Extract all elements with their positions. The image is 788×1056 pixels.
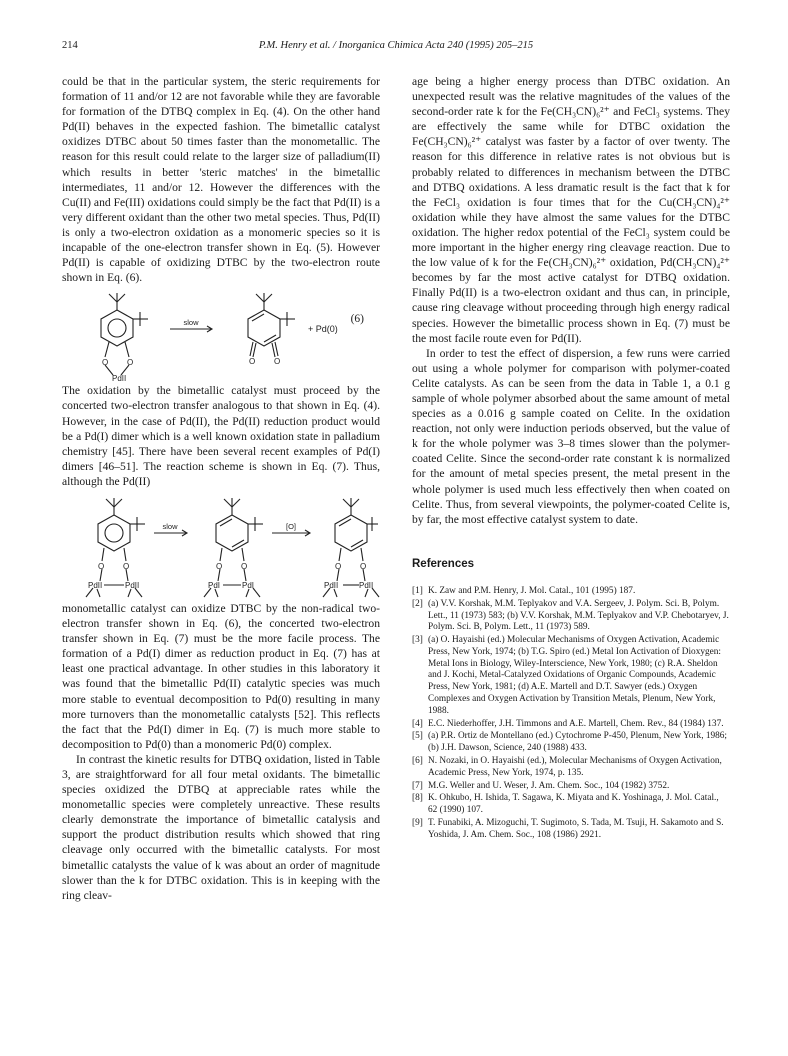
svg-text:O: O bbox=[360, 561, 367, 571]
eq6-pd-label: PdII bbox=[112, 374, 127, 384]
reference-item: [1] K. Zaw and P.M. Henry, J. Mol. Catal., 101 (1995) 187. bbox=[412, 585, 636, 596]
svg-text:O: O bbox=[216, 561, 223, 571]
eq7-metal-2a: PdI bbox=[208, 580, 221, 590]
left-paragraph-3: monometallic catalyst can oxidize DTBC by the non-radical two-electron transfer shown in Eq. (6), the concerted two-electron transfer shown in Eq. (7) must be the more facile process. The formation of a Pd(I) dimer as reduction product in Eq. (7) has at least one practical advantage. In other studies in this laboratory it was found that the bimetallic Pd(II) catalytic species was much more stable to eventual decomposition to Pd(0) resulting in many more turnovers than the monometallic catalysts [52]. This reflects the fact that the Pd(I) dimer in Eq. (7) is much more stable to decomposition to Pd(0) than a monomeric Pd(0) complex. bbox=[62, 601, 380, 751]
equation-6-scheme bbox=[62, 285, 380, 383]
eq7-metal-1a: PdII bbox=[88, 580, 103, 590]
left-paragraph-2: The oxidation by the bimetallic catalyst must proceed by the concerted two-electron transfer analogous to that shown in Eq. (4). However, in the case of Pd(II), the Pd(II) reduction product would be a Pd(I) dimer which is a well known oxidation state in palladium chemistry [45]. There have been several recent examples of Pd(I) dimers [46–51]. The reaction scheme is shown in Eq. (7). Thus, although the Pd(II) bbox=[62, 384, 380, 488]
svg-text:O: O bbox=[102, 358, 109, 368]
svg-text:O: O bbox=[241, 561, 248, 571]
eq7-metal-2b: PdI bbox=[242, 580, 255, 590]
reference-item: [2] (a) V.V. Korshak, M.M. Teplyakov and V.A. Sergeev, J. Polym. Sci. B, Polym. Lett., 11 (1973) 583; (b) V.V. Korshak, M.M. Teplyakov and V.P. Chebotaryev, J. Polym. Sci. B, Polym. Lett., 11 (1973) 589. bbox=[412, 598, 729, 633]
reference-item: [3] (a) O. Hayaishi (ed.) Molecular Mechanisms of Oxygen Activation, Academic Press, New York, 1974; (b) T.G. Spiro (ed.) Metal Ion Activation of Dioxygen: Metal Ions in Biology, Wiley-Interscience, New York, 1980; (c) R.A. Sheldon and J. Kochi, Metal-Catalyzed Oxidations of Organic Compounds, Academic Press, New York, 1981; (d) A.E. Martell and D.T. Sawyer (eds.) Oxygen Complexes and Oxygen Activation by Transition Metals, Plenum, New York, 1988. bbox=[412, 635, 721, 716]
eq7-arrow-2-label: [O] bbox=[285, 521, 297, 531]
eq6-arrow-label: slow bbox=[183, 318, 199, 328]
svg-text:O: O bbox=[335, 561, 342, 571]
right-paragraph-1: age being a higher energy process than DTBC oxidation. An unexpected result was the relative magnitudes of the values of the second-order rate k for the Fe(CH₃CN)₆²⁺ and FeCl₃ systems. They are effectively the same while for DTBC oxidation the Fe(CH₃CN)₆²⁺ catalyst was faster by a factor of over twenty. The reason for this difference in relative rates is not obvious but is probably related to differences in mechanism between the DTBC and DTBQ oxidations. A less dramatic result is the fact that k for the FeCl₃ oxidation is four times that for the Cu(CH₃CN)₄²⁺ oxidation while they have almost the same values for the DTBC oxidation. The higher redox potential of the FeCl₃ system could be more important in the higher energy ring cleavage reaction. Due to the low value of k for the Fe(CH₃CN)₆²⁺ oxidation, Pd(CH₃CN)₄²⁺ becomes by far the most active catalyst for DTBQ oxidation. Finally Pd(II) is a two-electron oxidant and thus can, in principle, cause ring cleavage without proceeding through high energy radical species. However the bimetallic process shown in Eq. (7) must be the most facile route even for Pd(II). bbox=[412, 75, 730, 345]
eq6-byproduct: + Pd(0) bbox=[308, 324, 338, 335]
left-column bbox=[62, 74, 380, 903]
reference-item: [4] E.C. Niederhoffer, J.H. Timmons and A.E. Martell, Chem. Rev., 84 (1984) 137. bbox=[412, 718, 724, 729]
svg-text:O: O bbox=[123, 561, 130, 571]
page-number: 214 bbox=[62, 40, 78, 51]
left-paragraph-4: In contrast the kinetic results for DTBQ oxidation, listed in Table 3, are straightforward for all four metal oxidants. The bimetallic species oxidized the DTBQ at appreciable rates while the monometallic species were completely unreactive. These results clearly demonstrate the importance of bimetallic catalysis and support the product distribution results which showed that ring cleavage only occurred with the bimetallic catalysts. For most bimetallic catalysts the value of k was about an order of magnitude slower than the k for DTBC oxidation. This is in keeping with the ring cleav- bbox=[62, 752, 380, 902]
running-title: P.M. Henry et al. / Inorganica Chimica Acta 240 (1995) 205–215 bbox=[258, 40, 534, 51]
svg-text:O: O bbox=[274, 357, 281, 367]
eq7-arrow-1-label: slow bbox=[162, 521, 178, 531]
svg-text:O: O bbox=[127, 358, 134, 368]
reference-item: [8] K. Ohkubo, H. Ishida, T. Sagawa, K. Miyata and K. Yoshinaga, J. Mol. Catal., 62 (1990) 107. bbox=[412, 793, 719, 816]
references-heading: References bbox=[412, 557, 475, 570]
right-column bbox=[412, 74, 730, 843]
eq6-number: (6) bbox=[350, 313, 364, 326]
eq7-metal-3a: PdII bbox=[324, 580, 339, 590]
reference-item: [6] N. Nozaki, in O. Hayaishi (ed.), Molecular Mechanisms of Oxygen Activation, Academic Press, New York, 1974, p. 135. bbox=[412, 756, 722, 778]
eq7-metal-1b: PdII bbox=[125, 580, 140, 590]
references-list bbox=[412, 586, 730, 842]
svg-text:O: O bbox=[98, 561, 105, 571]
svg-text:O: O bbox=[249, 357, 256, 367]
running-header bbox=[62, 40, 730, 54]
eq7-metal-3b: PdII bbox=[359, 580, 374, 590]
reference-item: [5] (a) P.R. Ortiz de Montellano (ed.) Cytochrome P-450, Plenum, New York, 1986; (b) J.H. Dawson, Science, 240 (1988) 433. bbox=[412, 731, 728, 754]
right-paragraph-2: In order to test the effect of dispersion, a few runs were carried out using a whole polymer for comparison with polymer-coated Celite catalysts. As can be seen from the data in Table 1, a 0.1 g sample of whole polymer absorbed about the same amount of metal species as a 0.016 g sample coated on Celite. In the oxidation reaction, not only were induction periods observed, but the value of k for the whole polymer was 3–8 times slower than the polymer-coated Celite. Since the second-order rate constant k is normalized for the amount of metal species present, the metal present in the whole polymer is used much less effectively then when coated on Celite. Thus, from several viewpoints, the polymer-coated Celite is, by far, the most effective catalyst system to date. bbox=[412, 346, 730, 526]
reference-item: [9] T. Funabiki, A. Mizoguchi, T. Sugimoto, S. Tada, M. Tsuji, H. Sakamoto and S. Yoshida, J. Am. Chem. Soc., 108 (1986) 2921. bbox=[412, 818, 724, 840]
reference-item: [7] M.G. Weller and U. Weser, J. Am. Chem. Soc., 104 (1982) 3752. bbox=[412, 780, 670, 791]
left-paragraph-1: could be that in the particular system, the steric requirements for formation of 11 and/or 12 are not favorable while they are favorable for formation of the DTBQ complex in Eq. (4). On the other hand Pd(II) behaves in the expected fashion. The bimetallic catalyst oxidizes DTBC about 50 times faster than the monometallic. The reason for this result could relate to the larger size of palladium(II) which results in better 'steric matches' in the bimetallic intermediates, 11 and/or 12. However the differences with the Cu(II) and Fe(III) oxidations could simply be the fact that Pd(II) is a very different oxidant than the other two metal species. Thus, Pd(II) is only a two-electron oxidation as a monomeric species so it is incapable of the one-electron transfer shown in Eq. (5). However Pd(II) is capable of oxidizing DTBC by the two-electron route shown in Eq. (6). bbox=[62, 75, 380, 285]
equation-7-scheme bbox=[62, 489, 380, 601]
